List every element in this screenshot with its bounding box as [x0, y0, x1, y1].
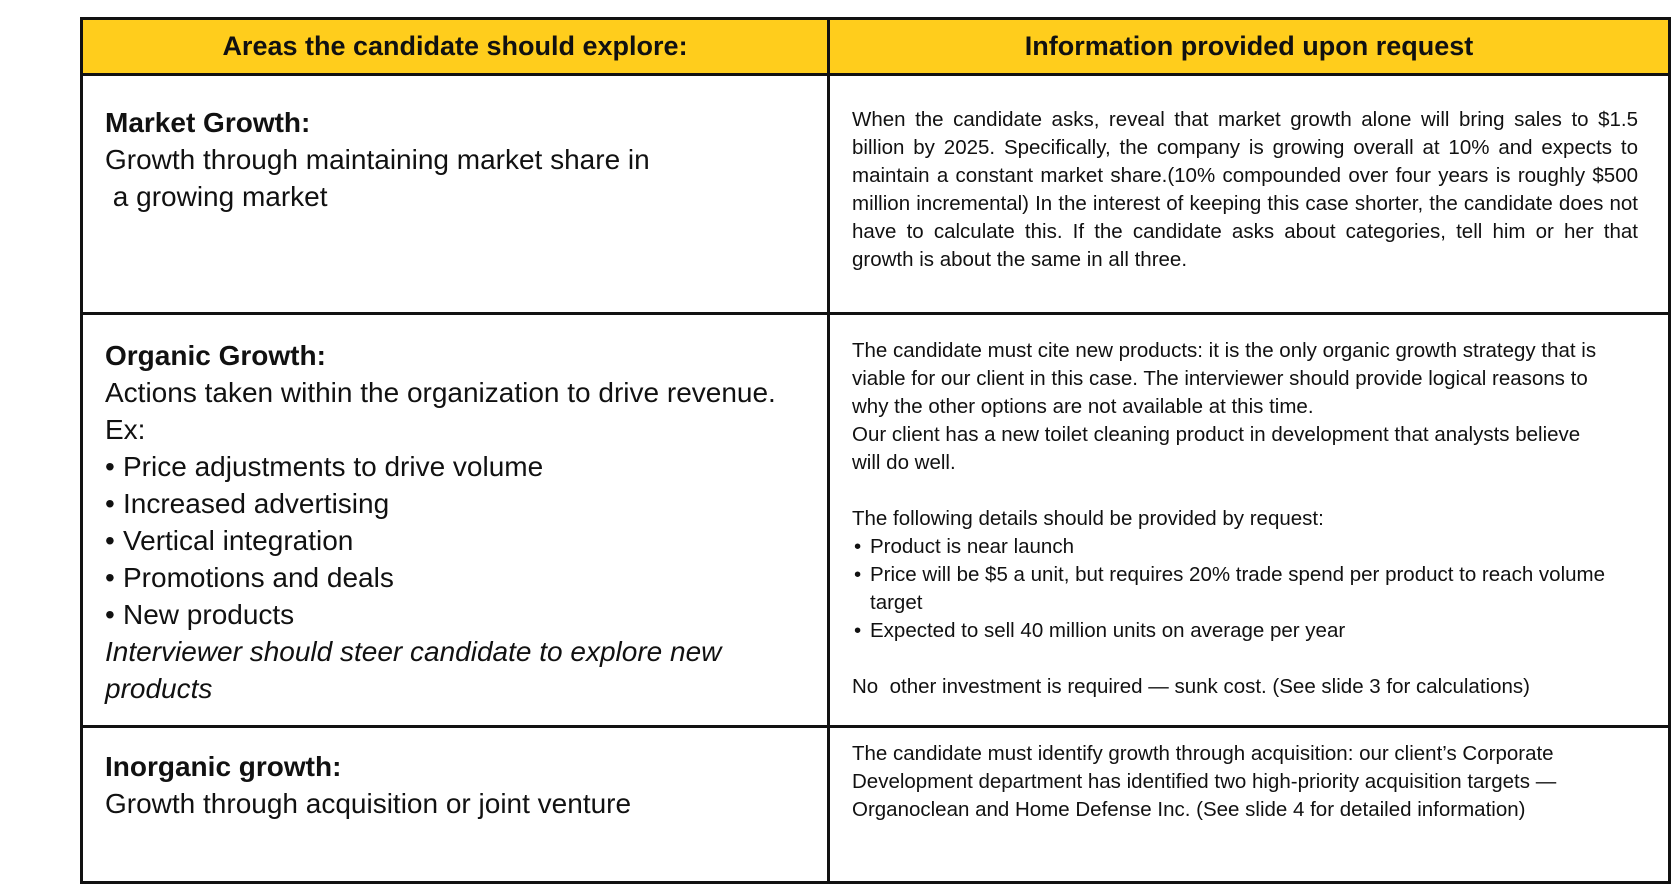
- list-item: • New products: [105, 596, 807, 633]
- info-text-inorganic-growth: The candidate must identify growth through acquisition: our client’s Corporate Development department has identified two high-priority acquisition targets —Organoclean and Home Defense Inc. (See slide 4 for detailed information): [852, 742, 1557, 821]
- table-row-organic-growth: [82, 314, 1670, 727]
- details-intro: The following details should be provided by request:: [852, 507, 1324, 530]
- area-cell-inorganic-growth: [82, 727, 829, 883]
- info-text-market-growth: When the candidate asks, reveal that market growth alone will bring sales to $1.5 billion by 2025. Specifically, the company is growing overall at 10% and expects to maintain a constant market share.(10% compounded over four years is roughly $500 million incremental) In the interest of keeping this case shorter, the candidate does not have to calculate this. If the candidate asks about categories, tell him or her that growth is about the same in all three.: [852, 108, 1638, 271]
- info-paragraph: Our client has a new toilet cleaning product in development that analysts believe will do well.: [852, 423, 1581, 474]
- interviewer-note: Interviewer should steer candidate to explore new products: [105, 636, 722, 704]
- header-information-provided: Information provided upon request: [829, 19, 1670, 75]
- list-item: • Price adjustments to drive volume: [105, 448, 807, 485]
- header-areas-to-explore: Areas the candidate should explore:: [82, 19, 829, 75]
- area-title-market-growth: Market Growth:: [105, 107, 311, 138]
- spacer: [852, 477, 1638, 505]
- example-list: [105, 448, 807, 633]
- table-row-market-growth: [82, 75, 1670, 314]
- list-item: • Product is near launch: [852, 533, 1638, 561]
- example-label: Ex:: [105, 414, 146, 445]
- area-title-inorganic-growth: Inorganic growth:: [105, 751, 342, 782]
- info-cell-market-growth: [829, 75, 1670, 314]
- spacer: [852, 645, 1638, 673]
- area-description-line: Growth through maintaining market share in: [105, 144, 650, 175]
- area-cell-organic-growth: [82, 314, 829, 727]
- area-description-inorganic-growth: Growth through acquisition or joint venture: [105, 788, 632, 819]
- list-item: • Promotions and deals: [105, 559, 807, 596]
- area-title-organic-growth: Organic Growth:: [105, 340, 326, 371]
- details-list: [852, 533, 1638, 645]
- info-cell-inorganic-growth: [829, 727, 1670, 883]
- list-item: • Increased advertising: [105, 485, 807, 522]
- area-description-line: a growing market: [105, 181, 328, 212]
- table-row-inorganic-growth: [82, 727, 1670, 883]
- info-cell-organic-growth: [829, 314, 1670, 727]
- area-cell-market-growth: [82, 75, 829, 314]
- closing-note: No other investment is required — sunk cost. (See slide 3 for calculations): [852, 675, 1530, 698]
- list-item: • Vertical integration: [105, 522, 807, 559]
- info-paragraph: The candidate must cite new products: it is the only organic growth strategy that is viable for our client in this case. The interviewer should provide logical reasons to why the other options are not available at this time.: [852, 339, 1597, 418]
- area-description-organic-growth: Actions taken within the organization to drive revenue.: [105, 377, 776, 408]
- header-row: [82, 19, 1670, 75]
- list-item: • Price will be $5 a unit, but requires 20% trade spend per product to reach volume target: [852, 561, 1638, 617]
- case-guide-table: [80, 17, 1671, 884]
- list-item: • Expected to sell 40 million units on average per year: [852, 617, 1638, 645]
